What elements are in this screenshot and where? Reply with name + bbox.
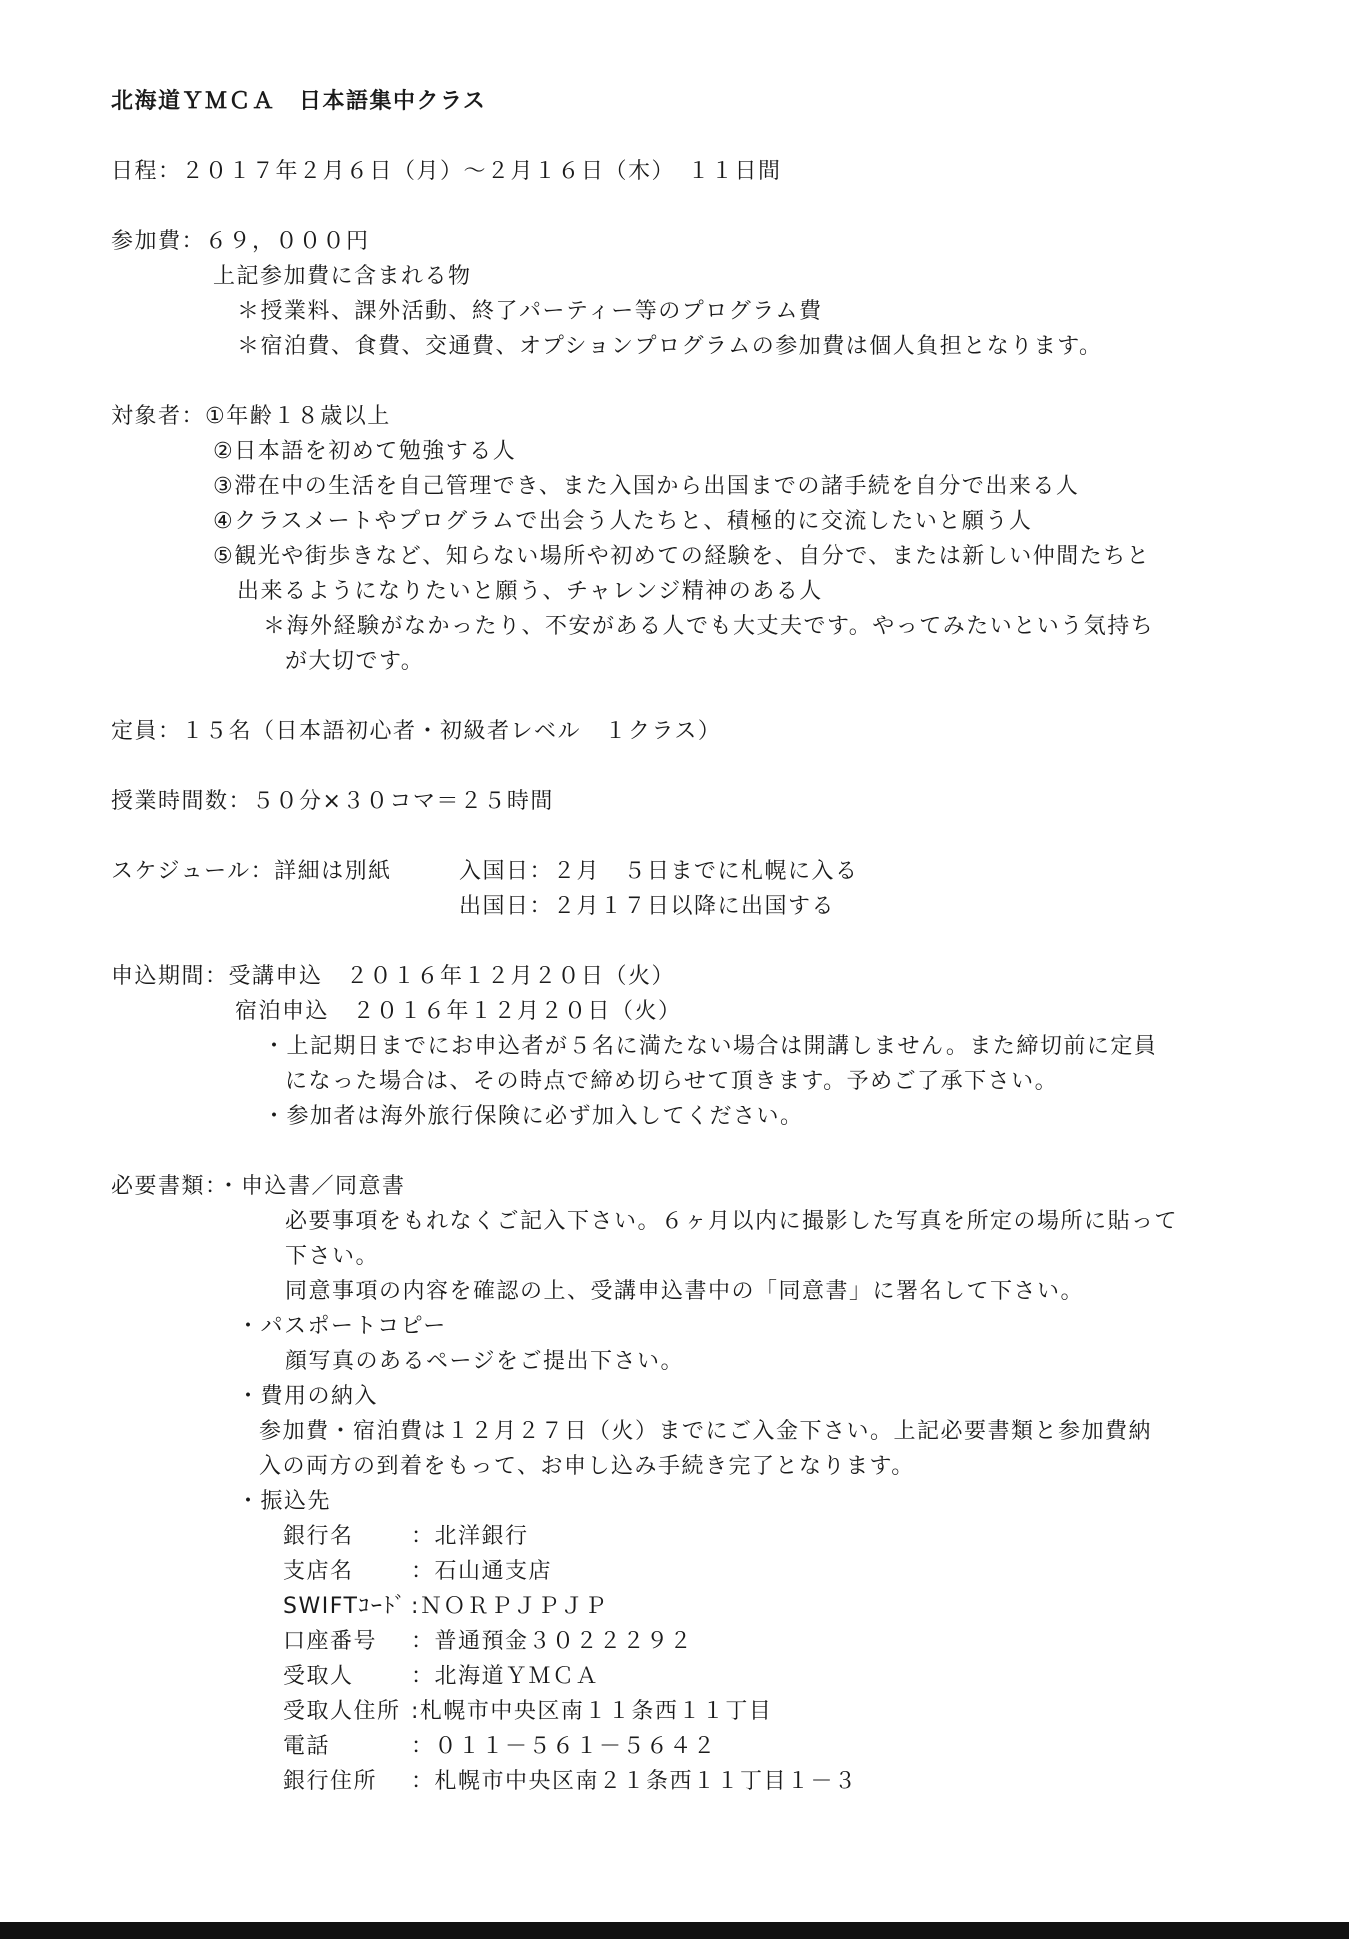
application-note-1: ・上記期日までにお申込者が５名に満たない場合は開講しません。また締切前に定員: [263, 1034, 1158, 1059]
scan-edge-bar: [0, 1922, 1349, 1939]
arrival-date: 入国日：２月 ５日までに札幌に入る: [459, 859, 859, 884]
target-note-cont: が大切です。: [285, 649, 425, 674]
bank-label: 電話: [283, 1734, 331, 1759]
documents-item-3: ・費用の納入: [237, 1384, 379, 1409]
schedule-label: スケジュール：詳細は別紙: [111, 859, 392, 884]
fee-included-item: ＊授業料、課外活動、終了パーティー等のプログラム費: [237, 299, 823, 324]
documents-item-1-consent: 同意事項の内容を確認の上、受講申込書中の「同意書」に署名して下さい。: [285, 1279, 1085, 1304]
bank-value: :ＮＯＲＰＪＰＪＰ: [411, 1594, 608, 1619]
document-title: 北海道ＹＭＣＡ 日本語集中クラス: [111, 89, 487, 114]
bank-value: ：石山通支店: [411, 1559, 553, 1584]
bank-label: 銀行名: [283, 1524, 354, 1549]
capacity: 定員：１５名（日本語初心者・初級者レベル １クラス）: [111, 719, 722, 744]
bank-label: SWIFTｺｰﾄﾞ: [283, 1594, 407, 1619]
bank-value: ：北海道ＹＭＣＡ: [411, 1664, 600, 1689]
documents-item-3-desc-cont: 入の両方の到着をもって、お申し込み手続き完了となります。: [259, 1454, 915, 1479]
bank-value: ：札幌市中央区南２１条西１１丁目１－３: [411, 1769, 858, 1794]
fee-amount: 参加費：６９，０００円: [111, 229, 370, 254]
target-item-5: ⑤観光や街歩きなど、知らない場所や初めての経験を、自分で、または新しい仲間たちと: [213, 544, 1151, 569]
fee-included-heading: 上記参加費に含まれる物: [213, 264, 472, 289]
documents-item-2: ・パスポートコピー: [237, 1314, 447, 1339]
bank-value: ：０１１－５６１－５６４２: [411, 1734, 717, 1759]
bank-value: ：北洋銀行: [411, 1524, 529, 1549]
application-lodging: 宿泊申込 ２０１６年１２月２０日（火）: [235, 999, 682, 1024]
bank-value: ：普通預金３０２２２９２: [411, 1629, 694, 1654]
bank-label: 口座番号: [283, 1629, 378, 1654]
documents-item-3-desc: 参加費・宿泊費は１２月２７日（火）までにご入金下さい。上記必要書類と参加費納: [259, 1419, 1153, 1444]
bank-label: 受取人: [283, 1664, 354, 1689]
application-note-1-cont: になった場合は、その時点で締め切らせて頂きます。予めご了承下さい。: [285, 1069, 1059, 1094]
bank-label: 支店名: [283, 1559, 354, 1584]
schedule-dates: 日程：２０１７年２月６日（月）～２月１６日（木） １１日間: [111, 159, 782, 184]
documents-item-2-desc: 顔写真のあるページをご提出下さい。: [285, 1349, 685, 1374]
documents-item-4: ・振込先: [237, 1489, 332, 1514]
departure-date: 出国日：２月１７日以降に出国する: [459, 894, 836, 919]
documents-item-1-desc: 必要事項をもれなくご記入下さい。６ヶ月以内に撮影した写真を所定の場所に貼って: [285, 1209, 1179, 1234]
class-hours: 授業時間数：５０分×３０コマ＝２５時間: [111, 789, 554, 814]
target-item-5-cont: 出来るようになりたいと願う、チャレンジ精神のある人: [237, 579, 823, 604]
bank-label: 銀行住所: [283, 1769, 378, 1794]
target-item-1: 対象者：①年齢１８歳以上: [111, 404, 391, 429]
documents-item-1: 必要書類：・申込書／同意書: [111, 1174, 406, 1199]
target-item-4: ④クラスメートやプログラムで出会う人たちと、積極的に交流したいと願う人: [213, 509, 1033, 534]
target-note: ＊海外経験がなかったり、不安がある人でも大丈夫です。やってみたいという気持ち: [263, 614, 1155, 639]
application-course: 申込期間：受講申込 ２０１６年１２月２０日（火）: [111, 964, 676, 989]
bank-label: 受取人住所: [283, 1699, 401, 1724]
documents-item-1-desc-cont: 下さい。: [285, 1244, 380, 1269]
target-item-2: ②日本語を初めて勉強する人: [213, 439, 517, 464]
application-note-2: ・参加者は海外旅行保険に必ず加入してください。: [263, 1104, 804, 1129]
bank-value: :札幌市中央区南１１条西１１丁目: [411, 1699, 773, 1724]
target-item-3: ③滞在中の生活を自己管理でき、また入国から出国までの諸手続を自分で出来る人: [213, 474, 1080, 499]
fee-excluded-note: ＊宿泊費、食費、交通費、オプションプログラムの参加費は個人負担となります。: [237, 334, 1103, 359]
